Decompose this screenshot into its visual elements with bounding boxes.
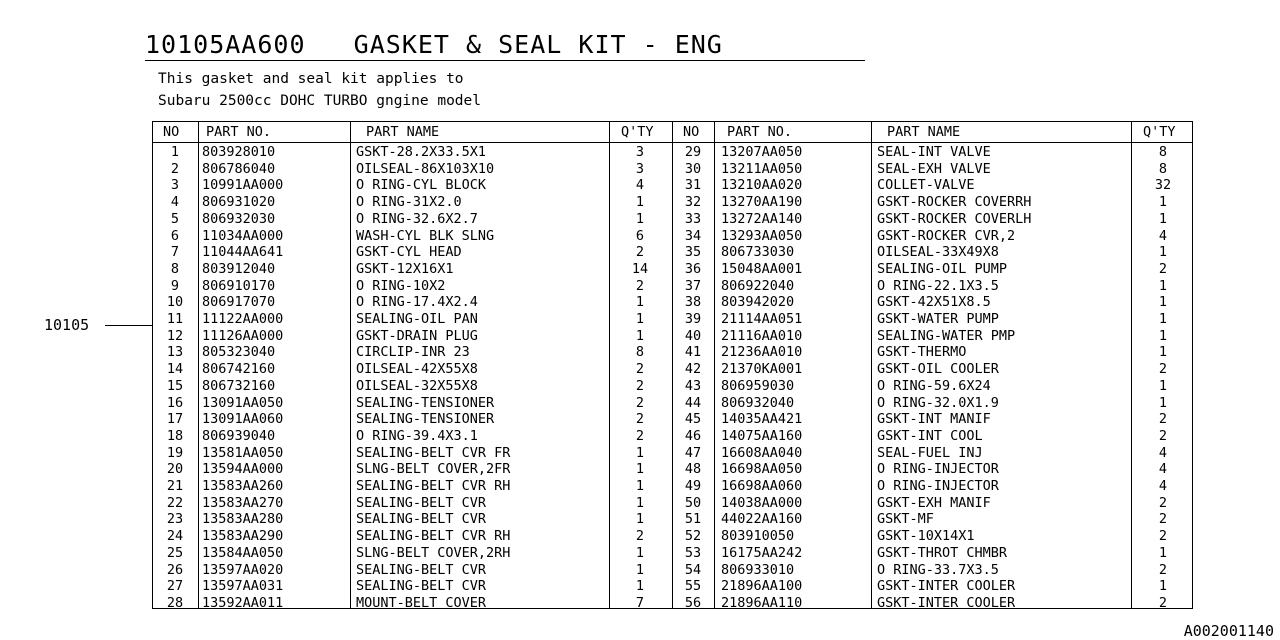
part-name: O RING-59.6X24 <box>877 377 991 394</box>
part-name: O RING-17.4X2.4 <box>356 294 478 311</box>
item-number: 39 <box>684 311 702 327</box>
part-name: SEALING-BELT CVR FR <box>356 444 511 461</box>
part-number: 21370KA001 <box>721 361 803 378</box>
item-number: 34 <box>684 227 702 244</box>
part-number: 13592AA011 <box>202 594 284 611</box>
item-number: 15 <box>166 377 184 394</box>
quantity: 1 <box>1158 394 1168 411</box>
quantity: 1 <box>1158 327 1168 344</box>
table-row <box>153 328 1192 345</box>
header-part-name: PART NAME <box>887 124 961 140</box>
part-number: 806786040 <box>202 160 276 177</box>
part-number: 13583AA280 <box>202 511 284 528</box>
part-name: GSKT-INT COOL <box>877 427 983 444</box>
part-name: SEALING-OIL PUMP <box>877 260 1008 277</box>
quantity: 1 <box>1158 244 1168 261</box>
item-number: 16 <box>166 394 184 411</box>
quantity: 4 <box>635 177 645 194</box>
item-number: 23 <box>166 511 184 528</box>
item-number: 3 <box>170 177 180 194</box>
table-row <box>153 395 1192 412</box>
quantity: 2 <box>1158 494 1168 511</box>
item-number: 43 <box>684 377 702 394</box>
table-row <box>153 294 1192 311</box>
header-part-name: PART NAME <box>366 124 440 140</box>
part-name: SEALING-OIL PAN <box>356 311 478 327</box>
item-number: 7 <box>170 244 180 261</box>
part-number: 806910170 <box>202 277 276 294</box>
table-row <box>153 511 1192 528</box>
quantity: 1 <box>635 561 645 578</box>
quantity: 1 <box>635 461 645 478</box>
part-name: O RING-22.1X3.5 <box>877 277 999 294</box>
part-name: OILSEAL-32X55X8 <box>356 377 478 394</box>
part-name: GSKT-MF <box>877 511 934 528</box>
table-row <box>153 194 1192 211</box>
part-name: GSKT-28.2X33.5X1 <box>356 144 487 160</box>
part-name: OILSEAL-86X103X10 <box>356 160 495 177</box>
table-row <box>153 261 1192 278</box>
quantity: 1 <box>1158 578 1168 595</box>
part-name: GSKT-ROCKER CVR,2 <box>877 227 1016 244</box>
table-row <box>153 144 1192 161</box>
part-number: 11126AA000 <box>202 327 284 344</box>
header-part-no: PART NO. <box>206 124 272 140</box>
part-number: 21896AA100 <box>721 578 803 595</box>
part-name: O RING-10X2 <box>356 277 446 294</box>
item-number: 20 <box>166 461 184 478</box>
part-name: SEAL-INT VALVE <box>877 144 991 160</box>
quantity: 4 <box>1158 444 1168 461</box>
part-name: OILSEAL-42X55X8 <box>356 361 478 378</box>
part-number: 803912040 <box>202 260 276 277</box>
description-line: Subaru 2500cc DOHC TURBO gngine model <box>158 93 482 109</box>
item-number: 35 <box>684 244 702 261</box>
header-divider <box>153 142 1192 143</box>
part-number: 13584AA050 <box>202 544 284 561</box>
quantity: 2 <box>1158 594 1168 611</box>
item-number: 44 <box>684 394 702 411</box>
header-qty: Q'TY <box>621 124 654 140</box>
part-name: O RING-INJECTOR <box>877 461 999 478</box>
table-row <box>153 361 1192 378</box>
quantity: 2 <box>635 277 645 294</box>
kit-name: GASKET & SEAL KIT - ENG <box>353 30 723 59</box>
quantity: 2 <box>635 528 645 545</box>
item-number: 19 <box>166 444 184 461</box>
part-name: CIRCLIP-INR 23 <box>356 344 470 361</box>
part-number: 11122AA000 <box>202 311 284 327</box>
part-name: SEALING-TENSIONER <box>356 394 495 411</box>
parts-table <box>152 121 1193 609</box>
quantity: 1 <box>635 294 645 311</box>
part-name: SEALING-BELT CVR <box>356 578 487 595</box>
item-number: 50 <box>684 494 702 511</box>
table-row <box>153 244 1192 261</box>
quantity: 1 <box>635 478 645 494</box>
part-name: SEALING-BELT CVR <box>356 561 487 578</box>
quantity: 1 <box>1158 194 1168 211</box>
quantity: 2 <box>635 377 645 394</box>
part-name: GSKT-OIL COOLER <box>877 361 999 378</box>
quantity: 1 <box>635 327 645 344</box>
item-number: 31 <box>684 177 702 194</box>
item-number: 9 <box>170 277 180 294</box>
quantity: 2 <box>635 427 645 444</box>
quantity: 1 <box>635 511 645 528</box>
description-line: This gasket and seal kit applies to <box>158 71 464 87</box>
part-number: 806917070 <box>202 294 276 311</box>
item-number: 27 <box>166 578 184 595</box>
quantity: 7 <box>635 594 645 611</box>
kit-part-number: 10105AA600 <box>145 30 306 59</box>
quantity: 2 <box>635 244 645 261</box>
table-row <box>153 278 1192 295</box>
part-name: GSKT-THERMO <box>877 344 967 361</box>
table-row <box>153 445 1192 462</box>
part-name: O RING-32.6X2.7 <box>356 210 478 227</box>
item-number: 26 <box>166 561 184 578</box>
part-number: 806932030 <box>202 210 276 227</box>
part-name: O RING-CYL BLOCK <box>356 177 487 194</box>
quantity: 6 <box>635 227 645 244</box>
part-name: O RING-39.4X3.1 <box>356 427 478 444</box>
part-number: 806733030 <box>721 244 795 261</box>
part-name: GSKT-THROT CHMBR <box>877 544 1008 561</box>
quantity: 1 <box>635 210 645 227</box>
quantity: 8 <box>1158 144 1168 160</box>
quantity: 1 <box>1158 294 1168 311</box>
part-number: 14035AA421 <box>721 411 803 428</box>
quantity: 1 <box>635 444 645 461</box>
part-number: 805323040 <box>202 344 276 361</box>
part-number: 10991AA000 <box>202 177 284 194</box>
table-row <box>153 578 1192 595</box>
part-number: 13583AA290 <box>202 528 284 545</box>
part-number: 13594AA000 <box>202 461 284 478</box>
table-row <box>153 411 1192 428</box>
item-number: 37 <box>684 277 702 294</box>
item-number: 4 <box>170 194 180 211</box>
part-number: 13272AA140 <box>721 210 803 227</box>
part-name: O RING-INJECTOR <box>877 478 999 494</box>
part-name: SEALING-BELT CVR <box>356 494 487 511</box>
item-number: 22 <box>166 494 184 511</box>
header-part-no: PART NO. <box>727 124 793 140</box>
quantity: 3 <box>635 144 645 160</box>
item-number: 17 <box>166 411 184 428</box>
part-name: GSKT-ROCKER COVERLH <box>877 210 1032 227</box>
part-name: GSKT-DRAIN PLUG <box>356 327 478 344</box>
item-number: 32 <box>684 194 702 211</box>
part-number: 806932040 <box>721 394 795 411</box>
part-name: SLNG-BELT COVER,2RH <box>356 544 511 561</box>
part-name: SLNG-BELT COVER,2FR <box>356 461 511 478</box>
part-number: 806931020 <box>202 194 276 211</box>
part-name: GSKT-INTER COOLER <box>877 578 1016 595</box>
quantity: 1 <box>1158 210 1168 227</box>
part-name: GSKT-EXH MANIF <box>877 494 991 511</box>
part-number: 806922040 <box>721 277 795 294</box>
part-name: GSKT-10X14X1 <box>877 528 975 545</box>
part-number: 806732160 <box>202 377 276 394</box>
quantity: 1 <box>635 578 645 595</box>
quantity: 14 <box>631 260 649 277</box>
quantity: 4 <box>1158 461 1168 478</box>
part-number: 803910050 <box>721 528 795 545</box>
item-number: 38 <box>684 294 702 311</box>
item-number: 53 <box>684 544 702 561</box>
part-name: OILSEAL-33X49X8 <box>877 244 999 261</box>
table-row <box>153 211 1192 228</box>
part-number: 803942020 <box>721 294 795 311</box>
item-number: 25 <box>166 544 184 561</box>
part-name: GSKT-42X51X8.5 <box>877 294 991 311</box>
quantity: 1 <box>1158 544 1168 561</box>
quantity: 2 <box>1158 427 1168 444</box>
quantity: 1 <box>1158 311 1168 327</box>
table-row <box>153 228 1192 245</box>
item-number: 46 <box>684 427 702 444</box>
item-number: 54 <box>684 561 702 578</box>
quantity: 3 <box>635 160 645 177</box>
item-number: 41 <box>684 344 702 361</box>
part-number: 21116AA010 <box>721 327 803 344</box>
table-row <box>153 495 1192 512</box>
table-row <box>153 311 1192 328</box>
quantity: 2 <box>1158 411 1168 428</box>
item-number: 1 <box>170 144 180 160</box>
header-no: NO <box>163 124 180 140</box>
callout-label: 10105 <box>44 316 90 334</box>
table-row <box>153 428 1192 445</box>
item-number: 47 <box>684 444 702 461</box>
part-number: 11034AA000 <box>202 227 284 244</box>
part-name: GSKT-WATER PUMP <box>877 311 999 327</box>
part-number: 13211AA050 <box>721 160 803 177</box>
part-number: 13583AA270 <box>202 494 284 511</box>
part-number: 806939040 <box>202 427 276 444</box>
quantity: 2 <box>1158 528 1168 545</box>
header-qty: Q'TY <box>1143 124 1176 140</box>
callout-leader-line <box>105 325 153 326</box>
quantity: 1 <box>635 494 645 511</box>
quantity: 8 <box>635 344 645 361</box>
part-number: 14075AA160 <box>721 427 803 444</box>
table-row <box>153 378 1192 395</box>
part-number: 11044AA641 <box>202 244 284 261</box>
item-number: 21 <box>166 478 184 494</box>
table-row <box>153 545 1192 562</box>
part-name: SEAL-FUEL INJ <box>877 444 983 461</box>
quantity: 2 <box>1158 361 1168 378</box>
figure-code: A002001140 <box>1183 622 1274 640</box>
item-number: 28 <box>166 594 184 611</box>
table-row <box>153 177 1192 194</box>
part-number: 16608AA040 <box>721 444 803 461</box>
item-number: 52 <box>684 528 702 545</box>
part-number: 13597AA031 <box>202 578 284 595</box>
item-number: 10 <box>166 294 184 311</box>
item-number: 5 <box>170 210 180 227</box>
quantity: 1 <box>1158 277 1168 294</box>
item-number: 14 <box>166 361 184 378</box>
part-number: 13581AA050 <box>202 444 284 461</box>
table-row <box>153 461 1192 478</box>
part-name: MOUNT-BELT COVER <box>356 594 487 611</box>
item-number: 30 <box>684 160 702 177</box>
item-number: 13 <box>166 344 184 361</box>
part-name: GSKT-ROCKER COVERRH <box>877 194 1032 211</box>
part-name: SEALING-WATER PMP <box>877 327 1016 344</box>
table-row <box>153 562 1192 579</box>
part-number: 13597AA020 <box>202 561 284 578</box>
part-number: 806742160 <box>202 361 276 378</box>
part-number: 13210AA020 <box>721 177 803 194</box>
item-number: 24 <box>166 528 184 545</box>
item-number: 2 <box>170 160 180 177</box>
part-name: O RING-31X2.0 <box>356 194 462 211</box>
part-number: 13583AA260 <box>202 478 284 494</box>
item-number: 55 <box>684 578 702 595</box>
part-number: 13270AA190 <box>721 194 803 211</box>
quantity: 2 <box>1158 511 1168 528</box>
title-underline <box>145 60 865 61</box>
part-number: 21896AA110 <box>721 594 803 611</box>
quantity: 1 <box>635 311 645 327</box>
part-number: 15048AA001 <box>721 260 803 277</box>
part-number: 16698AA050 <box>721 461 803 478</box>
quantity: 4 <box>1158 227 1168 244</box>
item-number: 12 <box>166 327 184 344</box>
quantity: 8 <box>1158 160 1168 177</box>
item-number: 40 <box>684 327 702 344</box>
table-row <box>153 344 1192 361</box>
part-number: 14038AA000 <box>721 494 803 511</box>
item-number: 48 <box>684 461 702 478</box>
item-number: 11 <box>166 311 184 327</box>
part-name: COLLET-VALVE <box>877 177 975 194</box>
item-number: 49 <box>684 478 702 494</box>
table-row <box>153 478 1192 495</box>
part-name: SEALING-BELT CVR RH <box>356 478 511 494</box>
item-number: 29 <box>684 144 702 160</box>
quantity: 2 <box>1158 561 1168 578</box>
part-number: 806959030 <box>721 377 795 394</box>
document-title <box>145 30 723 59</box>
quantity: 1 <box>1158 377 1168 394</box>
part-number: 13091AA060 <box>202 411 284 428</box>
item-number: 45 <box>684 411 702 428</box>
part-name: O RING-33.7X3.5 <box>877 561 999 578</box>
part-name: SEALING-BELT CVR RH <box>356 528 511 545</box>
quantity: 2 <box>635 361 645 378</box>
part-name: WASH-CYL BLK SLNG <box>356 227 495 244</box>
item-number: 18 <box>166 427 184 444</box>
part-number: 803928010 <box>202 144 276 160</box>
item-number: 8 <box>170 260 180 277</box>
part-number: 806933010 <box>721 561 795 578</box>
item-number: 51 <box>684 511 702 528</box>
quantity: 4 <box>1158 478 1168 494</box>
part-name: GSKT-INT MANIF <box>877 411 991 428</box>
quantity: 32 <box>1154 177 1172 194</box>
part-number: 21114AA051 <box>721 311 803 327</box>
part-name: GSKT-12X16X1 <box>356 260 454 277</box>
part-name: GSKT-CYL HEAD <box>356 244 462 261</box>
quantity: 1 <box>1158 344 1168 361</box>
quantity: 1 <box>635 544 645 561</box>
item-number: 56 <box>684 594 702 611</box>
item-number: 42 <box>684 361 702 378</box>
part-name: O RING-32.0X1.9 <box>877 394 999 411</box>
item-number: 33 <box>684 210 702 227</box>
table-row <box>153 595 1192 612</box>
part-number: 13293AA050 <box>721 227 803 244</box>
part-number: 13091AA050 <box>202 394 284 411</box>
quantity: 1 <box>635 194 645 211</box>
part-number: 21236AA010 <box>721 344 803 361</box>
table-row <box>153 528 1192 545</box>
part-number: 13207AA050 <box>721 144 803 160</box>
item-number: 6 <box>170 227 180 244</box>
header-no: NO <box>683 124 700 140</box>
table-row <box>153 161 1192 178</box>
part-number: 16175AA242 <box>721 544 803 561</box>
part-number: 44022AA160 <box>721 511 803 528</box>
part-name: SEALING-TENSIONER <box>356 411 495 428</box>
part-number: 16698AA060 <box>721 478 803 494</box>
part-name: SEALING-BELT CVR <box>356 511 487 528</box>
item-number: 36 <box>684 260 702 277</box>
quantity: 2 <box>1158 260 1168 277</box>
part-name: GSKT-INTER COOLER <box>877 594 1016 611</box>
quantity: 2 <box>635 411 645 428</box>
part-name: SEAL-EXH VALVE <box>877 160 991 177</box>
quantity: 2 <box>635 394 645 411</box>
